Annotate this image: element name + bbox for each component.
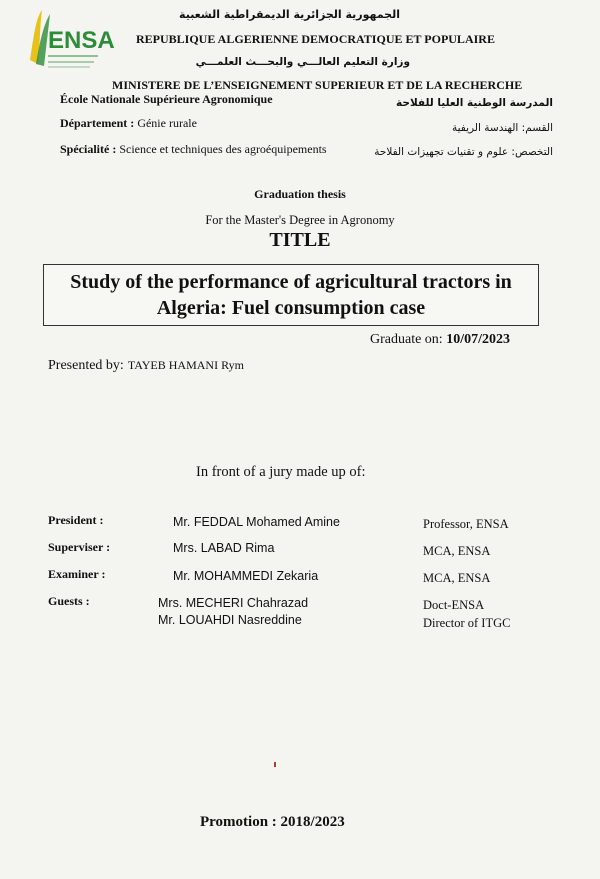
supervisor-role: Superviser : bbox=[48, 540, 111, 554]
graduate-date: 10/07/2023 bbox=[446, 332, 510, 347]
degree-line: For the Master's Degree in Agronomy bbox=[205, 213, 395, 227]
supervisor-affiliation: MCA, ENSA bbox=[423, 544, 491, 558]
guest-2-name: Mr. LOUAHDI Nasreddine bbox=[158, 613, 302, 627]
title-heading: TITLE bbox=[269, 229, 331, 251]
logo-text: ENSA bbox=[48, 27, 115, 54]
examiner-affiliation: MCA, ENSA bbox=[423, 571, 491, 585]
specialty-line bbox=[60, 142, 327, 157]
guest-2-affiliation: Director of ITGC bbox=[423, 616, 511, 630]
department-line bbox=[60, 116, 197, 131]
jury-heading: In front of a jury made up of: bbox=[196, 464, 366, 480]
examiner-name: Mr. MOHAMMEDI Zekaria bbox=[173, 569, 319, 583]
title-line-2: Algeria: Fuel consumption case bbox=[156, 297, 426, 319]
republic-name: REPUBLIQUE ALGERIENNE DEMOCRATIQUE ET POPULAIRE bbox=[136, 32, 495, 46]
presented-label: Presented by: bbox=[48, 358, 124, 373]
school-name: École Nationale Supérieure Agronomique bbox=[60, 92, 273, 106]
presented-name: TAYEB HAMANI Rym bbox=[127, 358, 244, 372]
specialty-value: Science et techniques des agroéquipements bbox=[119, 142, 327, 156]
title-line-1: Study of the performance of agricultural tractors in bbox=[70, 271, 512, 293]
examiner-role: Examiner : bbox=[48, 567, 106, 581]
graduate-line bbox=[370, 332, 510, 348]
promotion-line: Promotion : 2018/2023 bbox=[200, 814, 345, 830]
arabic-republic: الجمهورية الجزائرية الديمقراطية الشعبية bbox=[179, 8, 400, 21]
arabic-ministry: وزارة التعليم العالـــي والبحـــث العلمـــي bbox=[195, 56, 410, 68]
guest-1-name: Mrs. MECHERI Chahrazad bbox=[158, 596, 309, 610]
president-affiliation: Professor, ENSA bbox=[423, 517, 509, 531]
stray-mark bbox=[274, 762, 276, 767]
presented-line bbox=[48, 356, 244, 374]
guest-1-affiliation: Doct-ENSA bbox=[423, 598, 485, 612]
president-name: Mr. FEDDAL Mohamed Amine bbox=[173, 515, 340, 529]
ministry-name: MINISTERE DE L’ENSEIGNEMENT SUPERIEUR ET DE LA RECHERCHE bbox=[112, 78, 523, 92]
specialty-label: Spécialité : bbox=[60, 142, 117, 156]
graduate-label: Graduate on: bbox=[370, 332, 443, 347]
guests-role: Guests : bbox=[48, 594, 90, 608]
department-value: Génie rurale bbox=[137, 116, 197, 130]
president-role: President : bbox=[48, 513, 104, 527]
arabic-specialty: التخصص: علوم و تقنيات تجهيزات الفلاحة bbox=[374, 146, 553, 158]
ensa-logo bbox=[26, 4, 115, 74]
arabic-department: القسم: الهندسة الريفية bbox=[451, 122, 553, 134]
arabic-school: المدرسة الوطنية العليا للفلاحة bbox=[396, 97, 553, 109]
supervisor-name: Mrs. LABAD Rima bbox=[173, 541, 275, 555]
thesis-type: Graduation thesis bbox=[254, 187, 346, 201]
department-label: Département : bbox=[60, 116, 135, 130]
title-box bbox=[43, 264, 539, 326]
